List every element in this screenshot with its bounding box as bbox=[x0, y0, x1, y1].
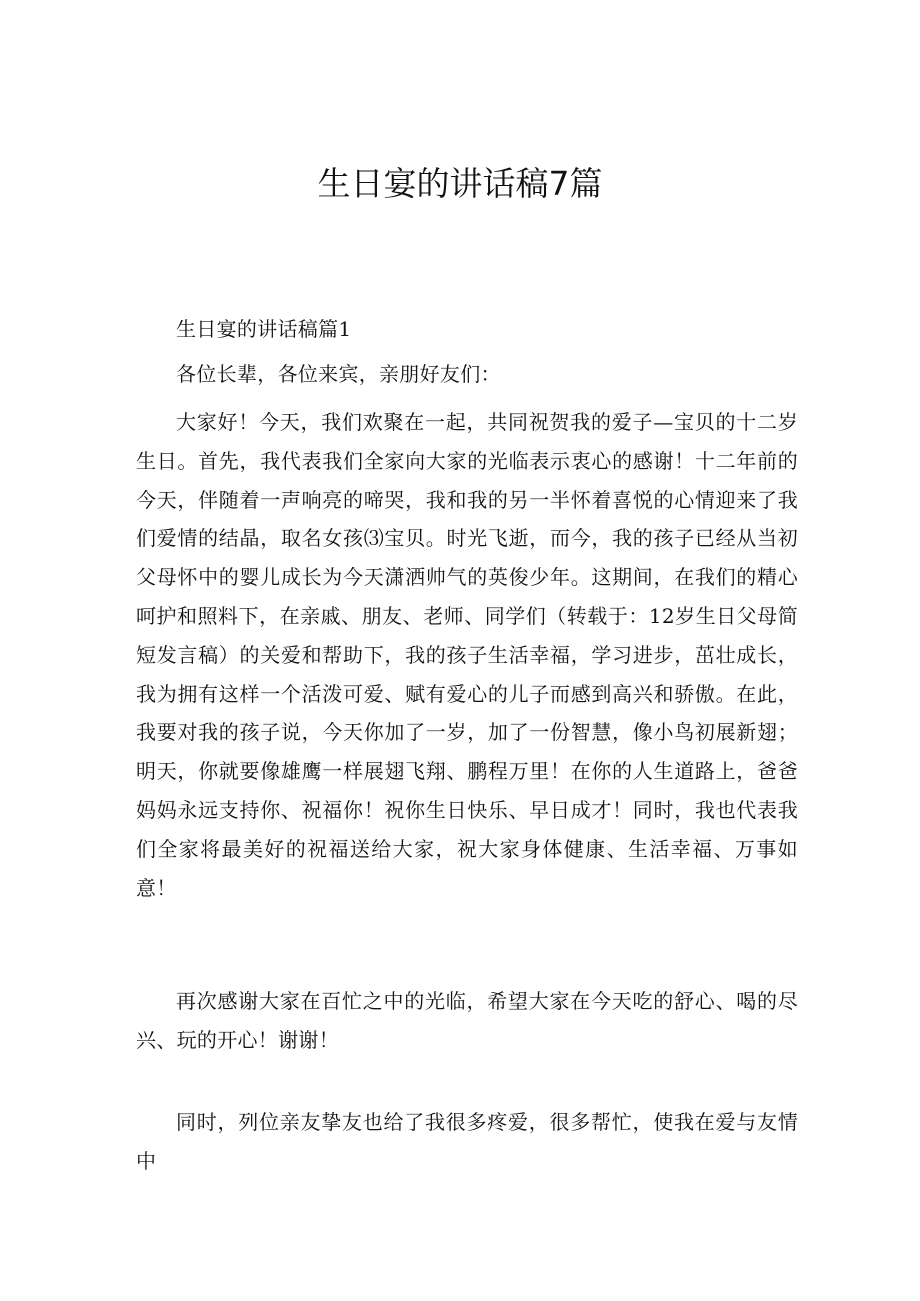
section-heading: 生日宴的讲话稿篇1 bbox=[176, 317, 352, 341]
thanks-paragraph: 再次感谢大家在百忙之中的光临，希望大家在今天吃的舒心、喝的尽兴、玩的开心！谢谢！ bbox=[136, 989, 798, 1052]
continuation-paragraph: 同时，列位亲友挚友也给了我很多疼爱，很多帮忙，使我在爱与友情中 bbox=[136, 1110, 798, 1173]
main-speech-paragraph: 大家好！今天，我们欢聚在一起，共同祝贺我的爱子—宝贝的十二岁生日。首先，我代表我们全家向大家的光临表示衷心的感谢！十二年前的今天，伴随着一声响亮的啼哭，我和我的另一半怀着喜悦的心情迎来了我们爱情的结晶，取名女孩⑶宝贝。时光飞逝，而今，我的孩子已经从当初父母怀中的婴儿成长为今天潇洒帅气的英俊少年。这期间，在我们的精心呵护和照料下，在亲戚、朋友、老师、同学们（转载于：12岁生日父母简短发言稿）的关爱和帮助下，我的孩子生活幸福，学习进步，茁壮成长，我为拥有这样一个活泼可爱、赋有爱心的儿子而感到高兴和骄傲。在此，我要对我的孩子说，今天你加了一岁，加了一份智慧，像小鸟初展新翅；明天，你就要像雄鹰一样展翅飞翔、鹏程万里！在你的人生道路上，爸爸妈妈永远支持你、祝福你！祝你生日快乐、早日成才！同时，我也代表我们全家将最美好的祝福送给大家，祝大家身体健康、生活幸福、万事如意！ bbox=[136, 410, 798, 900]
document-title: 生日宴的讲话稿7篇 bbox=[317, 164, 603, 203]
greeting-paragraph: 各位长辈，各位来宾，亲朋好友们： bbox=[176, 362, 501, 386]
